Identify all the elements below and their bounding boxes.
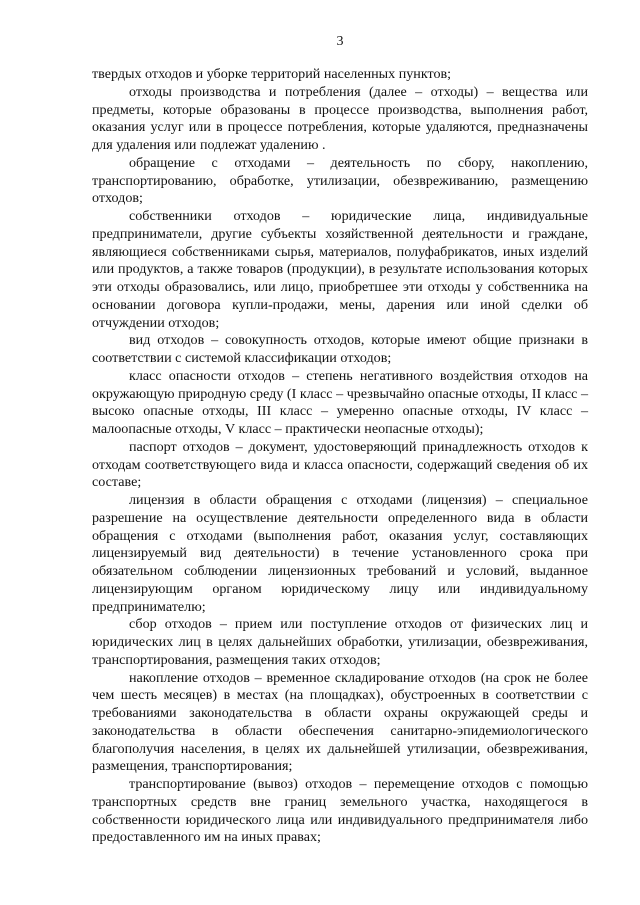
paragraph-waste-passport: паспорт отходов – документ, удостоверяющий принадлежность отходов к отходам соответствующего вида и класса опасности, содержащий сведения об их составе;	[92, 438, 588, 491]
paragraph-hazard-class: класс опасности отходов – степень негативного воздействия отходов на окружающую природную среду (I класс – чрезвычайно опасные отходы, II класс – высоко опасные отходы, III класс – умеренно опасные отходы, IV класс – малоопасные отходы, V класс – практически неопасные отходы);	[92, 367, 588, 437]
paragraph-waste-accumulation: накопление отходов – временное складирование отходов (на срок не более чем шесть месяцев) в местах (на площадках), обустроенных в соответствии с требованиями законодательства в области охраны окружающей среды и законодательства в области обеспечения санитарно-эпидемиологического благополучия населения, в целях их дальнейшей утилизации, обезвреживания, размещения, транспортирования;	[92, 669, 588, 775]
page-number: 3	[336, 34, 344, 49]
paragraph-continuation: твердых отходов и уборке территорий населенных пунктов;	[92, 66, 452, 82]
paragraph-waste-transport: транспортирование (вывоз) отходов – перемещение отходов с помощью транспортных средств вне границ земельного участка, находящегося в собственности юридического лица или индивидуального предпринимателя либо предоставленного им на иных правах;	[92, 776, 588, 846]
paragraph-license: лицензия в области обращения с отходами (лицензия) – специальное разрешение на осуществление деятельности определенного вида в области обращения с отходами (выполнения работ, оказания услуг, составляющих лицензируемый вид деятельности) в течение установленного срока при обязательном соблюдении лицензионных требований и условий, выданное лицензирующим органом юридическому лицу или индивидуальному предпринимателю;	[92, 492, 588, 615]
paragraph-waste-collection: сбор отходов – прием или поступление отходов от физических лиц и юридических лиц в целях дальнейших обработки, утилизации, обезвреживания, транспортирования, размещения таких отходов;	[92, 616, 588, 668]
document-body	[92, 66, 588, 847]
paragraph-waste-handling: обращение с отходами – деятельность по сбору, накоплению, транспортированию, обработке, утилизации, обезвреживанию, размещению отходов;	[92, 154, 588, 207]
paragraph-waste-type: вид отходов – совокупность отходов, которые имеют общие признаки в соответствии с системой классификации отходов;	[92, 332, 588, 366]
paragraph-waste-definition: отходы производства и потребления (далее – отходы) – вещества или предметы, которые образованы в процессе производства, выполнения работ, оказания услуг или в процессе потребления, которые удаляются, предназначены для удаления или подлежат удалению .	[92, 83, 588, 153]
paragraph-waste-owners: собственники отходов – юридические лица, индивидуальные предприниматели, другие субъекты хозяйственной деятельности и граждане, являющиеся собственниками сырья, материалов, полуфабрикатов, иных изделий или продуктов, а также товаров (продукции), в результате использования которых эти отходы образовались, или лицо, приобретшее эти отходы у собственника на основании договора купли-продажи, мены, дарения или иной сделки об отчуждении отходов;	[92, 208, 588, 331]
